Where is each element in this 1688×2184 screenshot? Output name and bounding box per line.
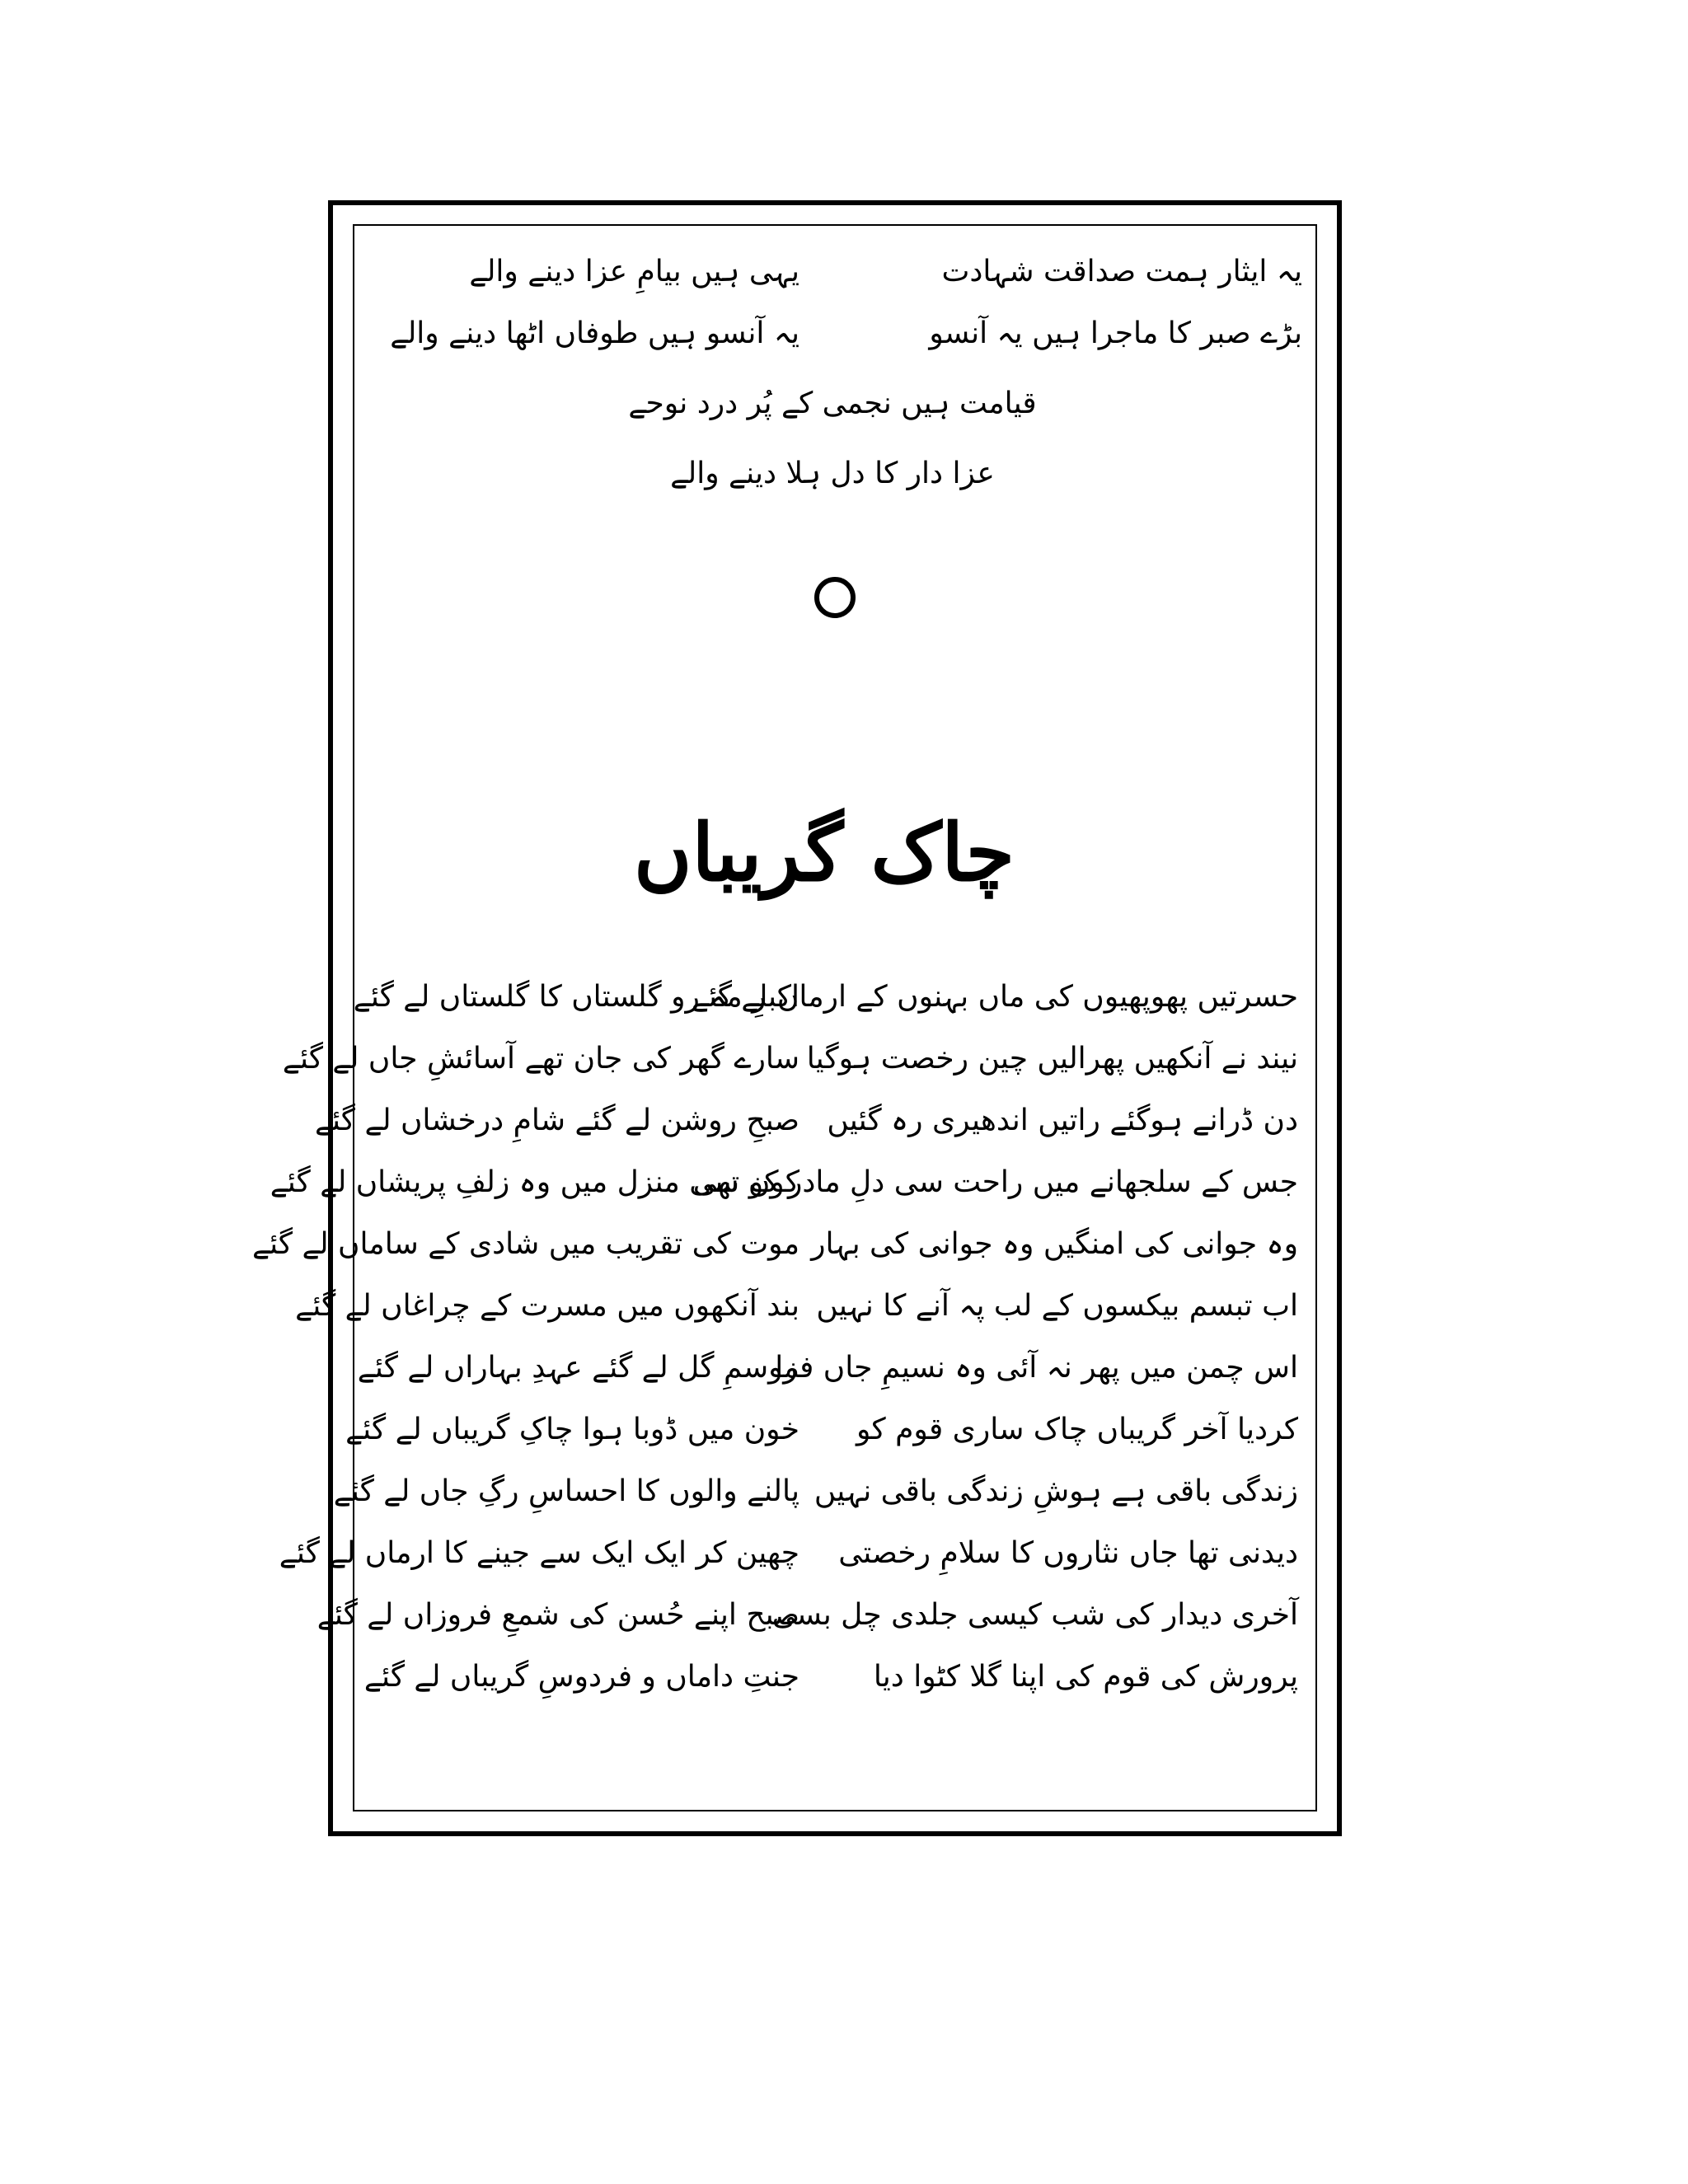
- poem-right-line: کردیا آخر گریباں چاک ساری قوم کو: [856, 1413, 1298, 1446]
- poem-right-line: اب تبسم بیکسوں کے لب پہ آنے کا نہیں: [816, 1289, 1298, 1323]
- circle-ornament-icon: [814, 577, 856, 618]
- poem-left-line: خون میں ڈوبا ہوا چاکِ گریباں لے گئے: [345, 1413, 799, 1446]
- intro-line-2-left: یہ آنسو ہیں طوفاں اٹھا دینے والے: [390, 316, 799, 350]
- poem-right-line: وہ جوانی کی امنگیں وہ جوانی کی بہار: [811, 1227, 1298, 1261]
- poem-right-line: دن ڈرانے ہوگئے راتیں اندھیری رہ گئیں: [827, 1104, 1298, 1137]
- poem-left-line: کون سی منزل میں وہ زلفِ پریشاں لے گئے: [270, 1165, 799, 1199]
- poem-left-line: موسمِ گل لے گئے عہدِ بہاراں لے گئے: [357, 1351, 799, 1385]
- poem-left-line: چھین کر ایک ایک سے جینے کا ارماں لے گئے: [279, 1536, 799, 1570]
- poem-left-line: سارے گھر کی جان تھے آسائشِ جاں لے گئے: [282, 1042, 799, 1076]
- intro-line-2-right: بڑے صبر کا ماجرا ہیں یہ آنسو: [929, 316, 1302, 350]
- poem-left-line: موت کی تقریب میں شادی کے ساماں لے گئے: [251, 1227, 799, 1261]
- poem-title: چاک گریباں: [633, 806, 1015, 899]
- intro-center-line-2: عزا دار کا دل ہلا دینے والے: [670, 457, 995, 490]
- poem-right-line: اس چمن میں پھر نہ آئی وہ نسیمِ جاں فزا: [775, 1351, 1298, 1385]
- intro-line-1-left: یہی ہیں بیامِ عزا دینے والے: [469, 255, 799, 288]
- poem-left-line: پالنے والوں کا احساسِ رگِ جاں لے گئے: [333, 1474, 799, 1508]
- poem-left-line: اکبرِ مہ رو گلستاں کا گلستاں لے گئے: [353, 980, 799, 1014]
- poem-right-line: جس کے سلجھانے میں راحت سی دلِ مادر کو تھی: [692, 1165, 1298, 1199]
- poem-right-line: دیدنی تھا جاں نثاروں کا سلامِ رخصتی: [838, 1536, 1298, 1570]
- poem-right-line: پرورش کی قوم کی اپنا گلا کٹوا دیا: [873, 1660, 1298, 1694]
- poem-right-line: آخری دیدار کی شب کیسی جلدی چل بسی: [771, 1598, 1298, 1632]
- poem-left-line: صبحِ روشن لے گئے شامِ درخشاں لے گئے: [314, 1104, 799, 1137]
- poem-left-line: جنتِ داماں و فردوسِ گریباں لے گئے: [363, 1660, 799, 1694]
- poem-left-line: صبح اپنے حُسن کی شمعِ فروزاں لے گئے: [316, 1598, 799, 1632]
- intro-center-line-1: قیامت ہیں نجمی کے پُر درد نوحے: [628, 387, 1037, 420]
- intro-line-1-right: یہ ایثار ہمت صداقت شہادت: [941, 255, 1302, 288]
- poem-left-line: بند آنکھوں میں مسرت کے چراغاں لے گئے: [295, 1289, 799, 1323]
- poem-right-line: نیند نے آنکھیں پھرالیں چین رخصت ہوگیا: [806, 1042, 1298, 1076]
- poem-right-line: زندگی باقی ہے ہوشِ زندگی باقی نہیں: [814, 1474, 1298, 1508]
- poem-right-line: حسرتیں پھوپھیوں کی ماں بہنوں کے ارماں لے گئے: [691, 980, 1298, 1014]
